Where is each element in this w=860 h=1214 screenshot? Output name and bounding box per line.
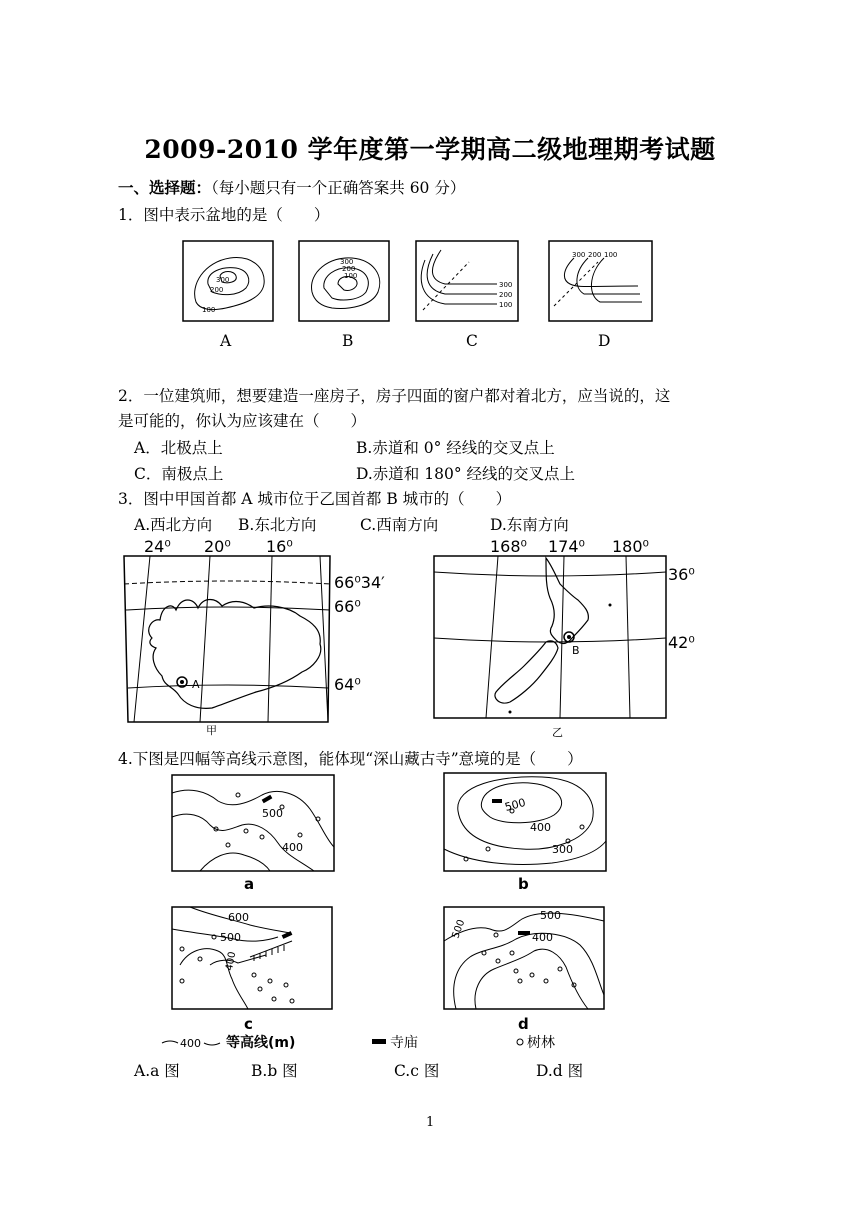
- map-right-city-b: B: [572, 644, 580, 657]
- q1-figure-b: [298, 240, 390, 322]
- legend-contour-value: 400: [180, 1037, 201, 1050]
- q1c-label-300: 300: [499, 281, 513, 289]
- map-right-lon-168: 168⁰: [490, 537, 527, 556]
- q4b-label-500: 500: [503, 795, 528, 814]
- q4c-label-600: 600: [228, 911, 249, 924]
- legend-temple-icon: [372, 1039, 386, 1044]
- q3-option-c: C.西南方向: [360, 516, 439, 534]
- q2-option-c: C．南极点上: [134, 465, 224, 483]
- q1b-label-300: 300: [340, 258, 354, 266]
- map-right-caption: 乙: [552, 726, 563, 739]
- q4-map-b: [442, 771, 610, 895]
- q4b-label-300: 300: [552, 843, 573, 856]
- q4d-caption: d: [518, 1015, 529, 1033]
- legend-contour-label: 等高线(m): [226, 1035, 296, 1051]
- q1-letter-b: B: [342, 332, 354, 350]
- q4-map-d: [440, 905, 610, 1033]
- q3-stem: 3．图中甲国首都 A 城市位于乙国首都 B 城市的（ ）: [118, 490, 512, 508]
- legend-forest-icon: [517, 1039, 523, 1045]
- q2-option-b: B.赤道和 0° 经线的交叉点上: [356, 439, 555, 457]
- q1-stem: 1．图中表示盆地的是（ ）: [118, 206, 330, 224]
- q4d-label-400: 400: [532, 931, 553, 944]
- section-label: 一、选择题：: [118, 178, 212, 197]
- q1a-label-200: 200: [210, 286, 224, 294]
- q4-option-a: A.a 图: [134, 1062, 180, 1080]
- q4b-caption: b: [518, 875, 529, 893]
- q4c-label-500: 500: [220, 931, 241, 944]
- page-title: 2009-2010 学年度第一学期高二级地理期考试题: [144, 135, 716, 164]
- q1a-label-100: 100: [202, 306, 216, 314]
- q4c-label-400: 400: [224, 950, 239, 972]
- q4-option-c: C.c 图: [394, 1062, 440, 1080]
- section-note: （每小题只有一个正确答案共 60 分）: [211, 179, 466, 197]
- q4b-label-400: 400: [530, 821, 551, 834]
- q1c-label-200: 200: [499, 291, 513, 299]
- map-right-lon-180: 180⁰: [612, 537, 649, 556]
- q1-letter-c: C: [466, 332, 478, 350]
- q4a-label-500: 500: [262, 807, 283, 820]
- q4d-label-500-left: 500: [450, 918, 468, 941]
- map-left-lat-6634: 66⁰34′: [334, 573, 385, 592]
- q4c-caption: c: [244, 1015, 253, 1033]
- q4-option-b: B.b 图: [251, 1062, 298, 1080]
- q1-figure-c: [415, 240, 519, 322]
- q3-map-left: [112, 536, 398, 736]
- q1d-label-100: 100: [604, 251, 618, 259]
- map-left-city-a: A: [192, 678, 200, 691]
- q2-option-d: D.赤道和 180° 经线的交叉点上: [356, 465, 575, 483]
- q1-letter-a: A: [220, 332, 232, 350]
- q4-stem: 4.下图是四幅等高线示意图，能体现“深山藏古寺”意境的是（ ）: [118, 750, 583, 768]
- q1-letter-d: D: [598, 332, 611, 350]
- q3-map-right: [428, 536, 708, 740]
- q4a-caption: a: [244, 875, 255, 893]
- map-right-lat-42: 42⁰: [668, 633, 695, 652]
- map-right-lat-36: 36⁰: [668, 565, 695, 584]
- map-left-lon-20: 20⁰: [204, 537, 231, 556]
- q3-option-b: B.东北方向: [238, 516, 317, 534]
- map-left-lat-64: 64⁰: [334, 675, 361, 694]
- q1a-label-300: 300: [216, 276, 230, 284]
- q3-option-d: D.东南方向: [490, 516, 569, 534]
- q4-option-d: D.d 图: [536, 1062, 584, 1080]
- map-right-lon-174: 174⁰: [548, 537, 585, 556]
- q3-option-a: A.西北方向: [134, 516, 213, 534]
- q1-figure-d: [548, 240, 653, 322]
- map-left-lat-66: 66⁰: [334, 597, 361, 616]
- legend-temple-label: 寺庙: [390, 1035, 418, 1051]
- q1d-label-200: 200: [588, 251, 602, 259]
- section-heading: [118, 176, 465, 198]
- q4a-label-400: 400: [282, 841, 303, 854]
- q1-figure-a: [182, 240, 274, 322]
- page-number: 1: [426, 1115, 435, 1130]
- q4-legend: [160, 1031, 630, 1053]
- q1d-label-300: 300: [572, 251, 586, 259]
- q1b-label-100: 100: [344, 272, 358, 280]
- q1b-label-200: 200: [342, 265, 356, 273]
- legend-forest-label: 树林: [527, 1035, 555, 1051]
- map-left-lon-16: 16⁰: [266, 537, 293, 556]
- map-left-caption: 甲: [206, 724, 217, 736]
- q2-stem-line2: 是可能的，你认为应该建在（ ）: [118, 412, 367, 430]
- q2-stem-line1: 2．一位建筑师，想要建造一座房子，房子四面的窗户都对着北方，应当说的，这: [118, 387, 671, 405]
- q2-option-a: A．北极点上: [134, 439, 223, 457]
- map-left-lon-24: 24⁰: [144, 537, 171, 556]
- q4d-label-500-top: 500: [540, 909, 561, 922]
- q4-map-a: [170, 773, 338, 895]
- q4-map-c: [170, 905, 338, 1033]
- q1c-label-100: 100: [499, 301, 513, 309]
